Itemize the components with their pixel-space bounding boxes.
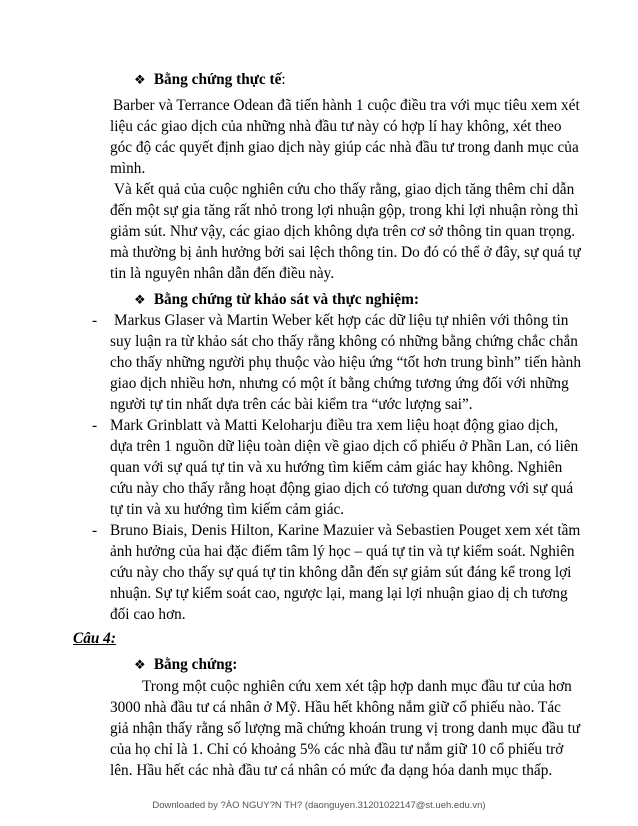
list-item-line: quan với sự quá tự tin và xu hướng tìm kiếm cảm giác hay không. Nghiên xyxy=(110,459,563,476)
diamond-bullet-icon: ❖ xyxy=(134,73,146,88)
paragraph-line: Trong một cuộc nghiên cứu xem xét tập hợp danh mục đầu tư của hơn xyxy=(142,678,572,695)
paragraph-line: của họ chỉ là 1. Chỉ có khoảng 5% các nhà đầu tư nắm giữ 10 cổ phiếu trở xyxy=(110,741,564,758)
list-item-line: cho thấy những người phụ thuộc vào hiệu ứng “tốt hơn trung bình” tiến hành xyxy=(110,354,581,371)
list-item-line: Mark Grinblatt và Matti Keloharju điều tra xem liệu hoạt động giao dịch, xyxy=(110,417,559,434)
paragraph-line: lên. Hầu hết các nhà đầu tư cá nhân có mức đa dạng hóa danh mục thấp. xyxy=(110,762,553,779)
list-item-line: cứu này cho thấy sự quá tự tin không dẫn đến sự giảm sút đáng kể trong lợi xyxy=(110,564,572,581)
list-item-line: suy luận ra từ khảo sát cho thấy rằng không có những bằng chứng chắc chắn xyxy=(110,333,578,350)
section-heading-bang-chung xyxy=(134,656,237,675)
dash-bullet: - xyxy=(92,417,98,434)
list-item-line: Bruno Biais, Denis Hilton, Karine Mazuier và Sebastien Pouget xem xét tầm xyxy=(110,522,581,539)
section-heading-khao-sat xyxy=(134,291,419,310)
list-item-line: ảnh hưởng của hai đặc điểm tâm lý học – quá tự tin và tự kiểm soát. Nghiên xyxy=(110,543,575,560)
list-item-line: tự tin và xu hướng tìm kiếm cảm giác. xyxy=(110,501,345,518)
paragraph-line: liệu các giao dịch của những nhà đầu tư này có hợp lí hay không, xét theo xyxy=(110,118,562,135)
heading-text: Bằng chứng: xyxy=(153,656,238,673)
diamond-bullet-icon: ❖ xyxy=(134,658,146,673)
heading-colon: : xyxy=(281,71,286,88)
download-footer: Downloaded by ?ÀO NGUY?N TH? (daonguyen.31201022147@st.ueh.edu.vn) xyxy=(152,800,486,811)
list-item-line: người tự tin nhất dựa trên các bài kiểm tra “ước lượng sai”. xyxy=(110,396,473,413)
paragraph-line: góc độ các quyết định giao dịch này giúp các nhà đầu tư trong danh mục của xyxy=(110,139,579,156)
list-item-line: dựa trên 1 nguồn dữ liệu toàn diện về giao dịch cổ phiếu ở Phần Lan, có liên xyxy=(110,438,579,455)
paragraph-line: Barber và Terrance Odean đã tiến hành 1 cuộc điều tra với mục tiêu xem xét xyxy=(113,97,580,114)
paragraph-line: giả nhận thấy rằng số lượng mã chứng khoán trung vị trong danh mục đầu tư xyxy=(110,720,581,737)
list-item-line: nhuận. Sự tự kiểm soát cao, ngược lại, mang lại lợi nhuận giao dị ch tương xyxy=(110,585,568,602)
section-heading-thuc-te xyxy=(134,71,286,90)
paragraph-line: đến một sự gia tăng rất nhỏ trong lợi nhuận gộp, trong khi lợi nhuận ròng thì xyxy=(110,202,579,219)
question-title: Câu 4: xyxy=(73,630,116,647)
list-item-line: đối cao hơn. xyxy=(110,606,186,623)
diamond-bullet-icon: ❖ xyxy=(134,293,146,308)
paragraph-line: tin là nguyên nhân dẫn đến điều này. xyxy=(110,265,335,282)
list-item-line: Markus Glaser và Martin Weber kết hợp các dữ liệu tự nhiên với thông tin xyxy=(114,312,569,329)
paragraph-line: mà thường bị ảnh hưởng bởi sai lệch thông tin. Do đó có thể ở đây, sự quá tự xyxy=(110,244,581,261)
dash-bullet: - xyxy=(92,522,98,539)
list-item-line: giao dịch nhiều hơn, nhưng có một ít bằng chứng tương ứng đối với những xyxy=(110,375,569,392)
dash-bullet: - xyxy=(92,312,98,329)
heading-text: Bằng chứng thực tế xyxy=(153,71,282,88)
paragraph-line: mình. xyxy=(110,160,146,177)
paragraph-line: Và kết quả của cuộc nghiên cứu cho thấy rằng, giao dịch tăng thêm chỉ dẫn xyxy=(114,181,575,198)
heading-text: Bằng chứng từ khảo sát và thực nghiệm: xyxy=(153,291,419,308)
paragraph-line: 3000 nhà đầu tư cá nhân ở Mỹ. Hầu hết không nắm giữ cổ phiếu nào. Tác xyxy=(110,699,561,716)
list-item-line: cứu này cho thấy rằng hoạt động giao dịch có tương quan dương với sự quá xyxy=(110,480,574,497)
paragraph-line: giảm sút. Như vậy, các giao dịch không dựa trên cơ sở thông tin quan trọng. xyxy=(110,223,576,240)
